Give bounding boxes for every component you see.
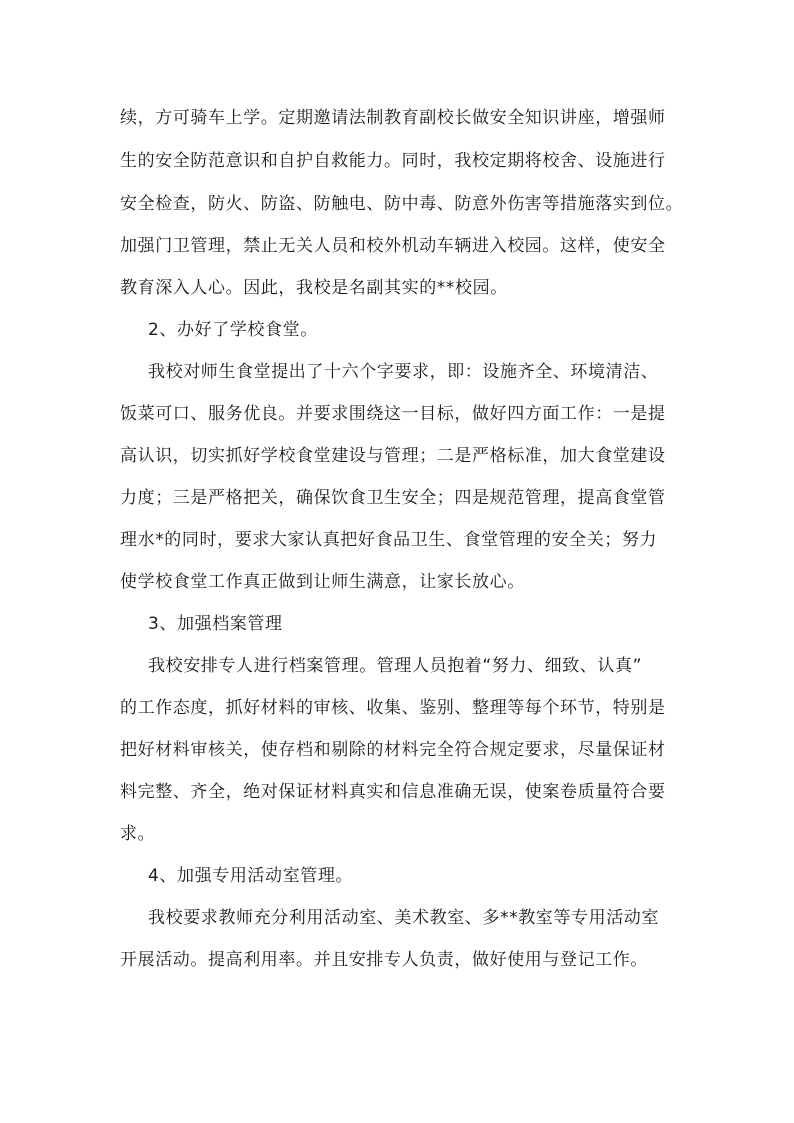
paragraph-line: 力度；三是严格把关，确保饮食卫生安全；四是规范管理，提高食堂管 xyxy=(120,488,666,508)
paragraph-line: 理水*的同时，要求大家认真把好食品卫生、食堂管理的安全关；努力 xyxy=(120,530,658,550)
section-heading-2: 2、办好了学校食堂。 xyxy=(148,320,318,340)
paragraph-line: 高认识，切实抓好学校食堂建设与管理；二是严格标准，加大食堂建设 xyxy=(120,446,666,466)
paragraph-line: 把好材料审核关，使存档和剔除的材料完全符合规定要求，尽量保证材 xyxy=(120,740,666,760)
paragraph-line: 的工作态度，抓好材料的审核、收集、鉴别、整理等每个环节，特别是 xyxy=(120,698,666,718)
paragraph-line: 开展活动。提高利用率。并且安排专人负责，做好使用与登记工作。 xyxy=(120,950,648,970)
paragraph-line: 我校要求教师充分利用活动室、美术教室、多**教室等专用活动室 xyxy=(148,908,659,928)
paragraph-line: 续，方可骑车上学。定期邀请法制教育副校长做安全知识讲座，增强师 xyxy=(120,108,666,128)
paragraph-line: 求。 xyxy=(120,824,156,844)
paragraph-line: 生的安全防范意识和自护自救能力。同时，我校定期将校舍、设施进行 xyxy=(120,151,666,171)
paragraph-line: 饭菜可口、服务优良。并要求围绕这一目标，做好四方面工作：一是提 xyxy=(120,404,666,424)
paragraph-line: 我校安排专人进行档案管理。管理人员抱着“努力、细致、认真” xyxy=(148,656,643,676)
section-heading-4: 4、加强专用活动室管理。 xyxy=(148,866,354,886)
paragraph-line: 安全检查，防火、防盗、防触电、防中毒、防意外伤害等措施落实到位。 xyxy=(120,194,684,214)
section-heading-3: 3、加强档案管理 xyxy=(148,614,283,634)
paragraph-line: 使学校食堂工作真正做到让师生满意，让家长放心。 xyxy=(120,572,525,592)
paragraph-line: 加强门卫管理，禁止无关人员和校外机动车辆进入校园。这样，使安全 xyxy=(120,236,666,256)
paragraph-line: 教育深入人心。因此，我校是名副其实的**校园。 xyxy=(120,278,508,298)
paragraph-line: 料完整、齐全，绝对保证材料真实和信息准确无误，使案卷质量符合要 xyxy=(120,782,666,802)
paragraph-line: 我校对师生食堂提出了十六个字要求，即：设施齐全、环境清洁、 xyxy=(148,362,659,382)
